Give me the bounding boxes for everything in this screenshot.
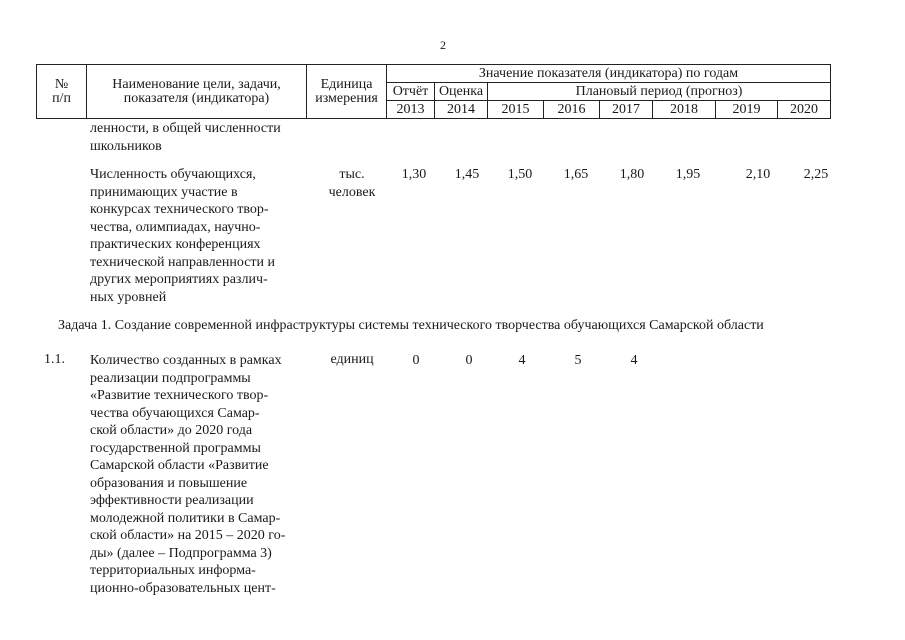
continuation-line: школьников bbox=[90, 138, 162, 154]
value-2013: 1,30 bbox=[401, 167, 427, 182]
text-line: ды» (далее – Подпрограмма 3) bbox=[90, 545, 272, 561]
header-name-line2: показателя (индикатора) bbox=[123, 90, 270, 106]
value-1-1-2017: 4 bbox=[630, 353, 638, 368]
header-year-2014: 2014 bbox=[435, 101, 488, 119]
header-year-2016: 2016 bbox=[544, 101, 600, 119]
indicator-name-a bbox=[90, 166, 302, 306]
value-2018: 1,95 bbox=[675, 167, 701, 182]
header-name-line1: Наименование цели, задачи, bbox=[112, 76, 281, 92]
header-unit-line2: измерения bbox=[315, 90, 378, 106]
text-line: технической направленности и bbox=[90, 254, 276, 270]
value-1-1-2016: 5 bbox=[574, 353, 582, 368]
text-line: ных уровней bbox=[90, 289, 167, 305]
row-number: 1.1. bbox=[44, 352, 65, 367]
header-year-2015: 2015 bbox=[488, 101, 544, 119]
header-year-2019: 2019 bbox=[716, 101, 778, 119]
header-year-2020: 2020 bbox=[778, 101, 831, 119]
text-line: конкурсах технического твор- bbox=[90, 202, 269, 217]
text-line: ской области» до 2020 года bbox=[90, 423, 253, 438]
indicator-name-1-1 bbox=[90, 352, 302, 597]
text-line: ционно-образовательных цент- bbox=[90, 580, 276, 596]
task-1-title: Задача 1. Создание современной инфраструктуры системы технического творчества обучающихся Самарской области bbox=[58, 318, 764, 333]
value-2020: 2,25 bbox=[803, 167, 829, 182]
value-2019: 2,10 bbox=[745, 167, 771, 182]
text-line: Самарской области «Развитие bbox=[90, 458, 269, 473]
continuation-text bbox=[90, 120, 302, 155]
value-1-1-2015: 4 bbox=[518, 353, 526, 368]
indicator-unit-1-1: единиц bbox=[330, 352, 374, 367]
text-line: образования и повышение bbox=[90, 475, 248, 491]
text-line: государственной программы bbox=[90, 440, 261, 456]
header-values-title: Значение показателя (индикатора) по годам bbox=[387, 65, 831, 83]
header-num-line1: № bbox=[54, 76, 69, 92]
text-line: эффективности реализации bbox=[90, 493, 254, 508]
value-1-1-2013: 0 bbox=[412, 353, 420, 368]
unit-line: человек bbox=[328, 184, 376, 200]
page-number: 2 bbox=[440, 38, 446, 52]
text-line: чества обучающихся Самар- bbox=[90, 405, 260, 421]
header-num-line2: п/п bbox=[52, 90, 71, 106]
header-plan: Плановый период (прогноз) bbox=[488, 83, 831, 101]
text-line: чества, олимпиадах, научно- bbox=[90, 219, 261, 235]
value-1-1-2014: 0 bbox=[465, 353, 473, 368]
unit-line: тыс. bbox=[339, 167, 365, 182]
text-line: практических конференциях bbox=[90, 237, 261, 252]
text-line: молодежной политики в Самар- bbox=[90, 510, 281, 526]
header-unit-line1: Единица bbox=[320, 76, 373, 92]
text-line: ской области» на 2015 – 2020 го- bbox=[90, 528, 286, 543]
continuation-line: ленности, в общей численности bbox=[90, 121, 281, 136]
table-header bbox=[36, 64, 831, 119]
text-line: Количество созданных в рамках bbox=[90, 353, 282, 368]
text-line: реализации подпрограммы bbox=[90, 370, 251, 386]
header-year-2013: 2013 bbox=[387, 101, 435, 119]
header-num-cell bbox=[37, 65, 87, 119]
indicator-unit-a bbox=[322, 166, 382, 201]
value-2017: 1,80 bbox=[619, 167, 645, 182]
value-2016: 1,65 bbox=[563, 167, 589, 182]
value-2014: 1,45 bbox=[454, 167, 480, 182]
text-line: «Развитие технического твор- bbox=[90, 388, 269, 403]
text-line: Численность обучающихся, bbox=[90, 167, 256, 182]
header-year-2018: 2018 bbox=[653, 101, 716, 119]
text-line: территориальных информа- bbox=[90, 563, 256, 578]
text-line: других мероприятиях различ- bbox=[90, 272, 268, 287]
text-line: принимающих участие в bbox=[90, 184, 238, 200]
header-estimate: Оценка bbox=[435, 83, 488, 101]
value-2015: 1,50 bbox=[507, 167, 533, 182]
header-report: Отчёт bbox=[387, 83, 435, 101]
header-year-2017: 2017 bbox=[600, 101, 653, 119]
header-unit-cell bbox=[307, 65, 387, 119]
header-name-cell bbox=[87, 65, 307, 119]
